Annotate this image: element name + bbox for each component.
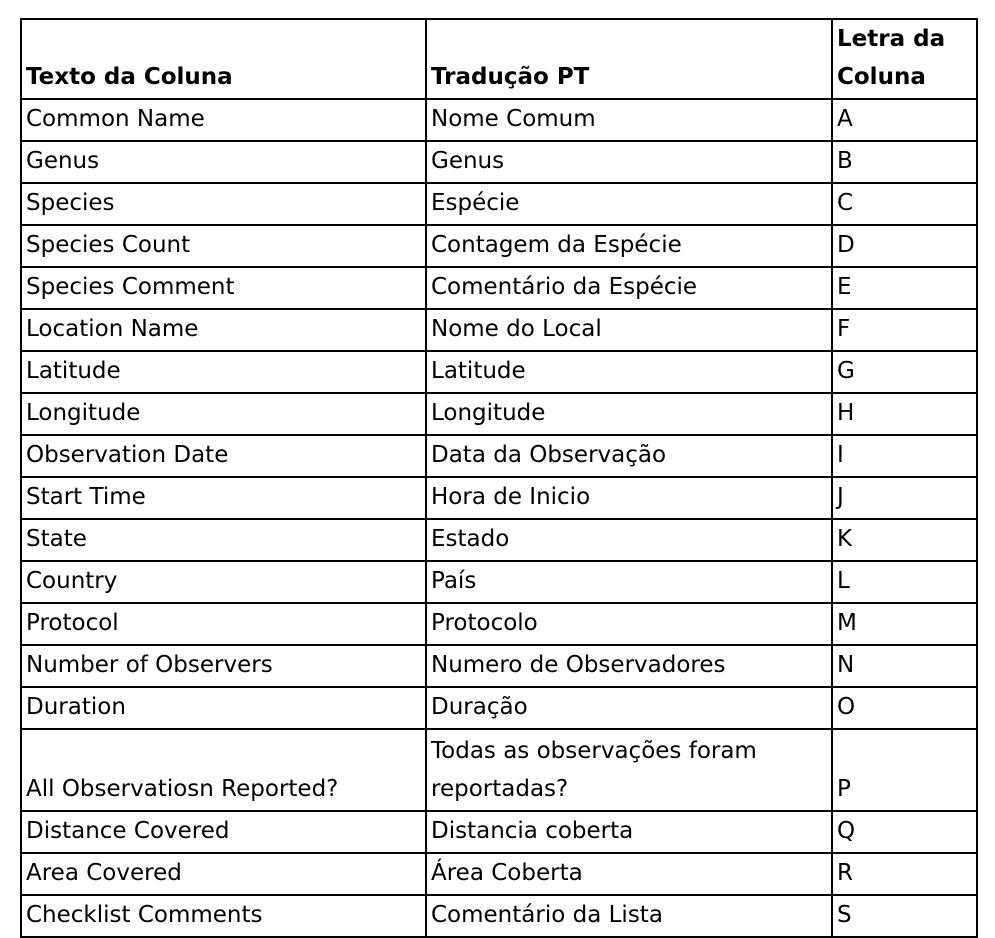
cell-column-letter: E [832, 267, 977, 309]
header-column-letter-label: Letra da Coluna [837, 26, 946, 90]
table-row [21, 811, 977, 853]
cell-translation: Hora de Inicio [426, 477, 832, 519]
cell-column-text: Protocol [21, 603, 426, 645]
table-row [21, 519, 977, 561]
cell-column-text: Number of Observers [21, 645, 426, 687]
header-row [21, 19, 977, 99]
table-body [21, 99, 977, 937]
cell-column-letter: F [832, 309, 977, 351]
table-row [21, 267, 977, 309]
cell-column-letter: P [832, 729, 977, 811]
cell-translation: Todas as observações foram reportadas? [426, 729, 832, 811]
cell-translation: Comentário da Lista [426, 895, 832, 937]
cell-translation: Longitude [426, 393, 832, 435]
cell-translation: Área Coberta [426, 853, 832, 895]
cell-column-text: State [21, 519, 426, 561]
table-row [21, 603, 977, 645]
table-row [21, 393, 977, 435]
cell-column-letter: H [832, 393, 977, 435]
header-translation: Tradução PT [426, 19, 832, 99]
table-row [21, 435, 977, 477]
cell-column-letter: R [832, 853, 977, 895]
table-row [21, 687, 977, 729]
table-row [21, 729, 977, 811]
cell-column-letter: D [832, 225, 977, 267]
cell-column-letter: A [832, 99, 977, 141]
cell-column-text: Duration [21, 687, 426, 729]
cell-column-text: Species Comment [21, 267, 426, 309]
cell-column-letter: N [832, 645, 977, 687]
table-row [21, 895, 977, 937]
table-row [21, 183, 977, 225]
column-translation-table [20, 18, 978, 938]
table-row [21, 99, 977, 141]
cell-column-letter: L [832, 561, 977, 603]
cell-column-letter: Q [832, 811, 977, 853]
table-header [21, 19, 977, 99]
cell-column-text: All Observatiosn Reported? [21, 729, 426, 811]
cell-translation: Numero de Observadores [426, 645, 832, 687]
cell-column-text: Latitude [21, 351, 426, 393]
cell-column-letter: S [832, 895, 977, 937]
cell-column-text: Checklist Comments [21, 895, 426, 937]
cell-column-text: Genus [21, 141, 426, 183]
table-row [21, 225, 977, 267]
cell-translation: Nome Comum [426, 99, 832, 141]
table-row [21, 309, 977, 351]
cell-column-letter: B [832, 141, 977, 183]
cell-translation: Protocolo [426, 603, 832, 645]
cell-column-text: Area Covered [21, 853, 426, 895]
cell-column-text: Start Time [21, 477, 426, 519]
cell-translation: Comentário da Espécie [426, 267, 832, 309]
table-row [21, 645, 977, 687]
cell-column-letter: M [832, 603, 977, 645]
cell-translation: Espécie [426, 183, 832, 225]
cell-column-text: Species [21, 183, 426, 225]
table-row [21, 141, 977, 183]
cell-translation: Nome do Local [426, 309, 832, 351]
cell-translation: Estado [426, 519, 832, 561]
cell-column-letter: O [832, 687, 977, 729]
cell-translation: País [426, 561, 832, 603]
table-row [21, 477, 977, 519]
header-column-letter [832, 19, 977, 99]
table-row [21, 561, 977, 603]
table-row [21, 853, 977, 895]
cell-column-text: Country [21, 561, 426, 603]
cell-column-text: Observation Date [21, 435, 426, 477]
cell-translation: Latitude [426, 351, 832, 393]
cell-column-text: Location Name [21, 309, 426, 351]
cell-column-letter: G [832, 351, 977, 393]
cell-column-letter: J [832, 477, 977, 519]
cell-column-letter: C [832, 183, 977, 225]
cell-translation: Data da Observação [426, 435, 832, 477]
cell-translation: Distancia coberta [426, 811, 832, 853]
cell-column-text: Species Count [21, 225, 426, 267]
header-column-text: Texto da Coluna [21, 19, 426, 99]
cell-column-text: Distance Covered [21, 811, 426, 853]
cell-column-text: Longitude [21, 393, 426, 435]
table-row [21, 351, 977, 393]
cell-column-letter: I [832, 435, 977, 477]
cell-column-letter: K [832, 519, 977, 561]
cell-translation: Genus [426, 141, 832, 183]
cell-column-text: Common Name [21, 99, 426, 141]
cell-translation: Contagem da Espécie [426, 225, 832, 267]
cell-translation: Duração [426, 687, 832, 729]
